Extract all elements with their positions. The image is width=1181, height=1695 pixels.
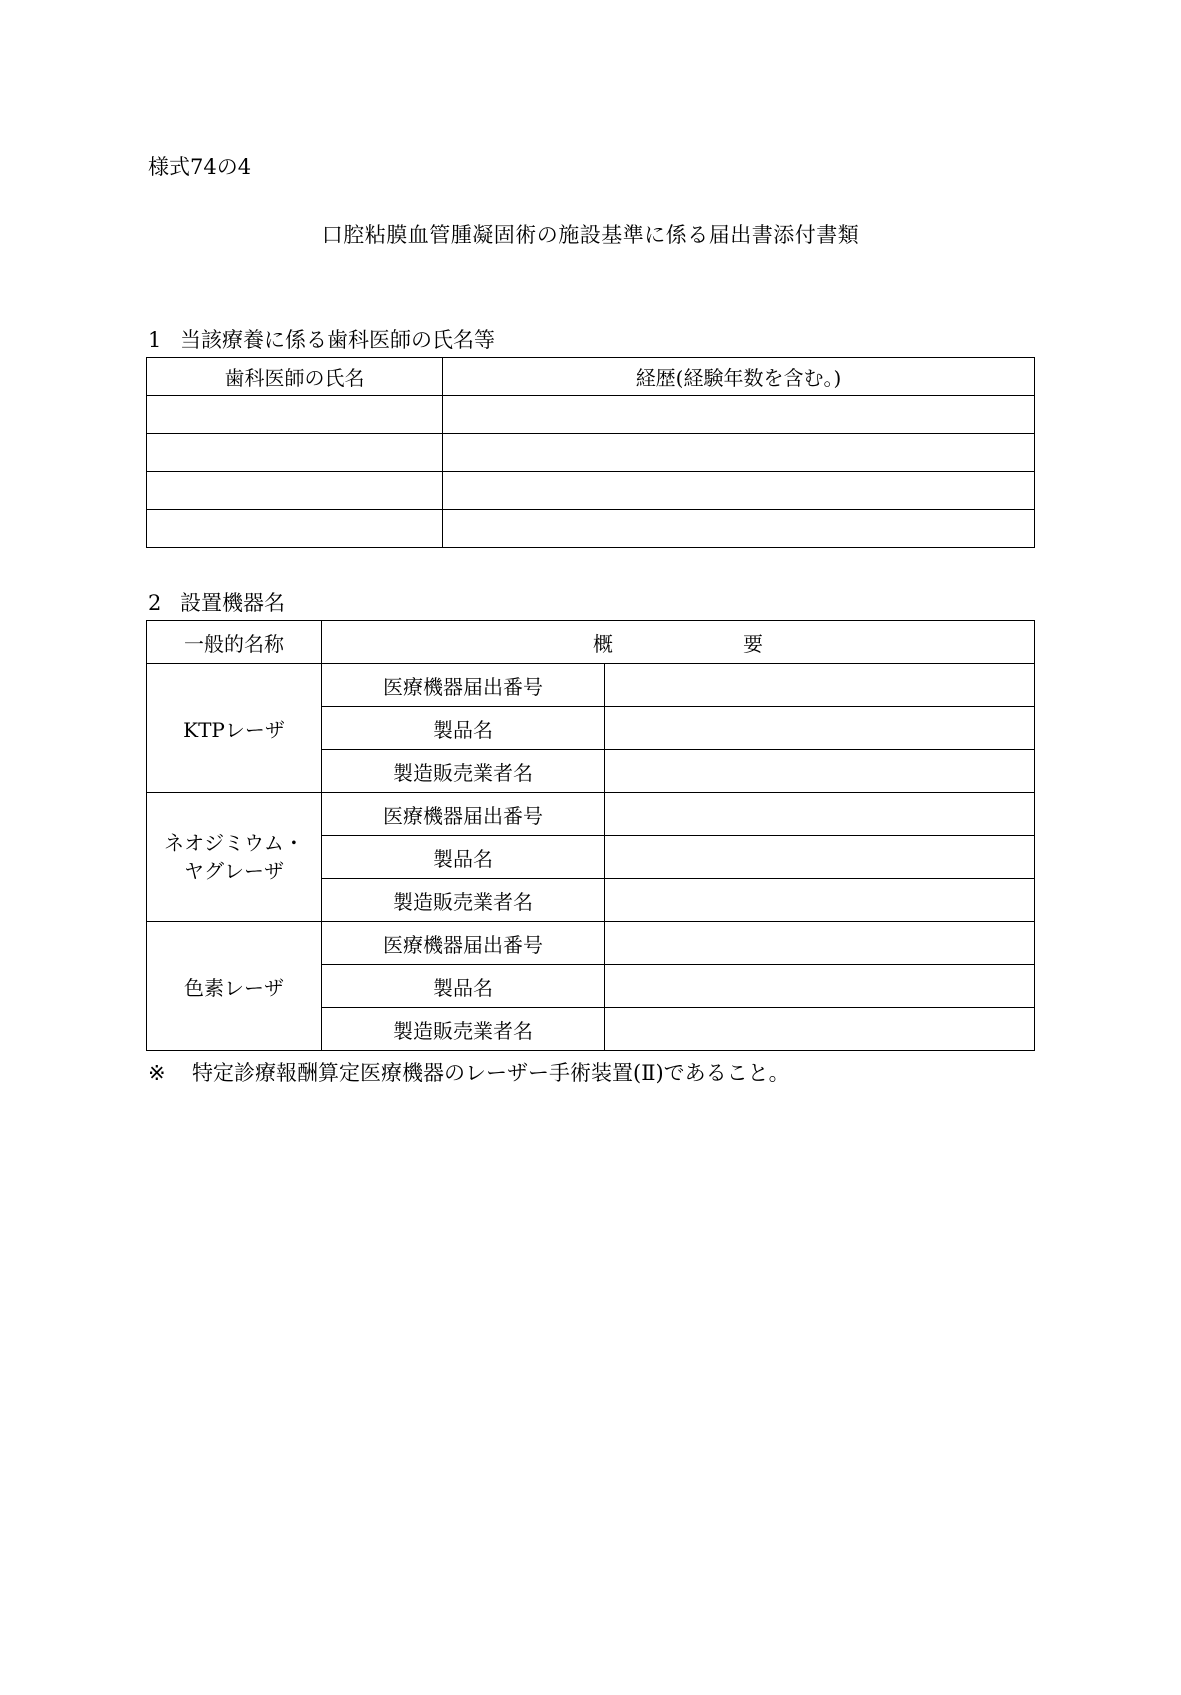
header-summary bbox=[322, 621, 1035, 664]
item-value[interactable] bbox=[605, 750, 1035, 793]
item-label: 製造販売業者名 bbox=[322, 879, 605, 922]
career-cell[interactable] bbox=[443, 434, 1035, 472]
table-row bbox=[147, 396, 1035, 434]
table-row bbox=[147, 664, 1035, 707]
item-value[interactable] bbox=[605, 879, 1035, 922]
footnote bbox=[148, 1059, 790, 1087]
note-mark: ※ bbox=[148, 1061, 166, 1085]
header-summary-part1: 概 bbox=[593, 631, 613, 656]
dentist-name-cell[interactable] bbox=[147, 472, 443, 510]
career-cell[interactable] bbox=[443, 396, 1035, 434]
table-row bbox=[147, 434, 1035, 472]
equipment-name-line1: ネオジミウム・ bbox=[164, 831, 304, 855]
table-header-row bbox=[147, 621, 1035, 664]
item-value[interactable] bbox=[605, 664, 1035, 707]
header-summary-part2: 要 bbox=[743, 631, 763, 656]
section2-number: 2 bbox=[148, 591, 162, 615]
item-label: 医療機器届出番号 bbox=[322, 664, 605, 707]
item-label: 製品名 bbox=[322, 965, 605, 1008]
document-title: 口腔粘膜血管腫凝固術の施設基準に係る届出書添付書類 bbox=[321, 223, 860, 247]
note-text: 特定診療報酬算定医療機器のレーザー手術装置(Ⅱ)であること。 bbox=[192, 1061, 790, 1085]
dentist-name-cell[interactable] bbox=[147, 396, 443, 434]
item-label: 製造販売業者名 bbox=[322, 750, 605, 793]
item-label: 製品名 bbox=[322, 836, 605, 879]
section2-heading-text: 設置機器名 bbox=[180, 591, 285, 615]
equipment-name-dye: 色素レーザ bbox=[147, 922, 322, 1051]
header-career: 経歴(経験年数を含む。) bbox=[443, 358, 1035, 396]
item-label: 医療機器届出番号 bbox=[322, 793, 605, 836]
dentist-name-cell[interactable] bbox=[147, 434, 443, 472]
item-label: 製品名 bbox=[322, 707, 605, 750]
item-value[interactable] bbox=[605, 922, 1035, 965]
equipment-name-ndyag bbox=[147, 793, 322, 922]
header-dentist-name: 歯科医師の氏名 bbox=[147, 358, 443, 396]
career-cell[interactable] bbox=[443, 510, 1035, 548]
section1-heading-text: 当該療養に係る歯科医師の氏名等 bbox=[180, 328, 495, 352]
equipment-name-line2: ヤグレーザ bbox=[184, 859, 284, 883]
table-row bbox=[147, 793, 1035, 836]
form-number: 様式74の4 bbox=[148, 155, 252, 179]
section2-heading bbox=[148, 589, 285, 617]
item-value[interactable] bbox=[605, 793, 1035, 836]
equipment-table bbox=[146, 620, 1035, 1051]
table-header-row bbox=[147, 358, 1035, 396]
item-value[interactable] bbox=[605, 1008, 1035, 1051]
header-general-name: 一般的名称 bbox=[147, 621, 322, 664]
item-label: 医療機器届出番号 bbox=[322, 922, 605, 965]
career-cell[interactable] bbox=[443, 472, 1035, 510]
dentist-table bbox=[146, 357, 1035, 548]
equipment-name-ktp: KTPレーザ bbox=[147, 664, 322, 793]
item-value[interactable] bbox=[605, 965, 1035, 1008]
section1-heading bbox=[148, 326, 495, 354]
item-value[interactable] bbox=[605, 707, 1035, 750]
dentist-name-cell[interactable] bbox=[147, 510, 443, 548]
table-row bbox=[147, 510, 1035, 548]
section1-number: 1 bbox=[148, 328, 162, 352]
table-row bbox=[147, 472, 1035, 510]
table-row bbox=[147, 922, 1035, 965]
item-value[interactable] bbox=[605, 836, 1035, 879]
item-label: 製造販売業者名 bbox=[322, 1008, 605, 1051]
